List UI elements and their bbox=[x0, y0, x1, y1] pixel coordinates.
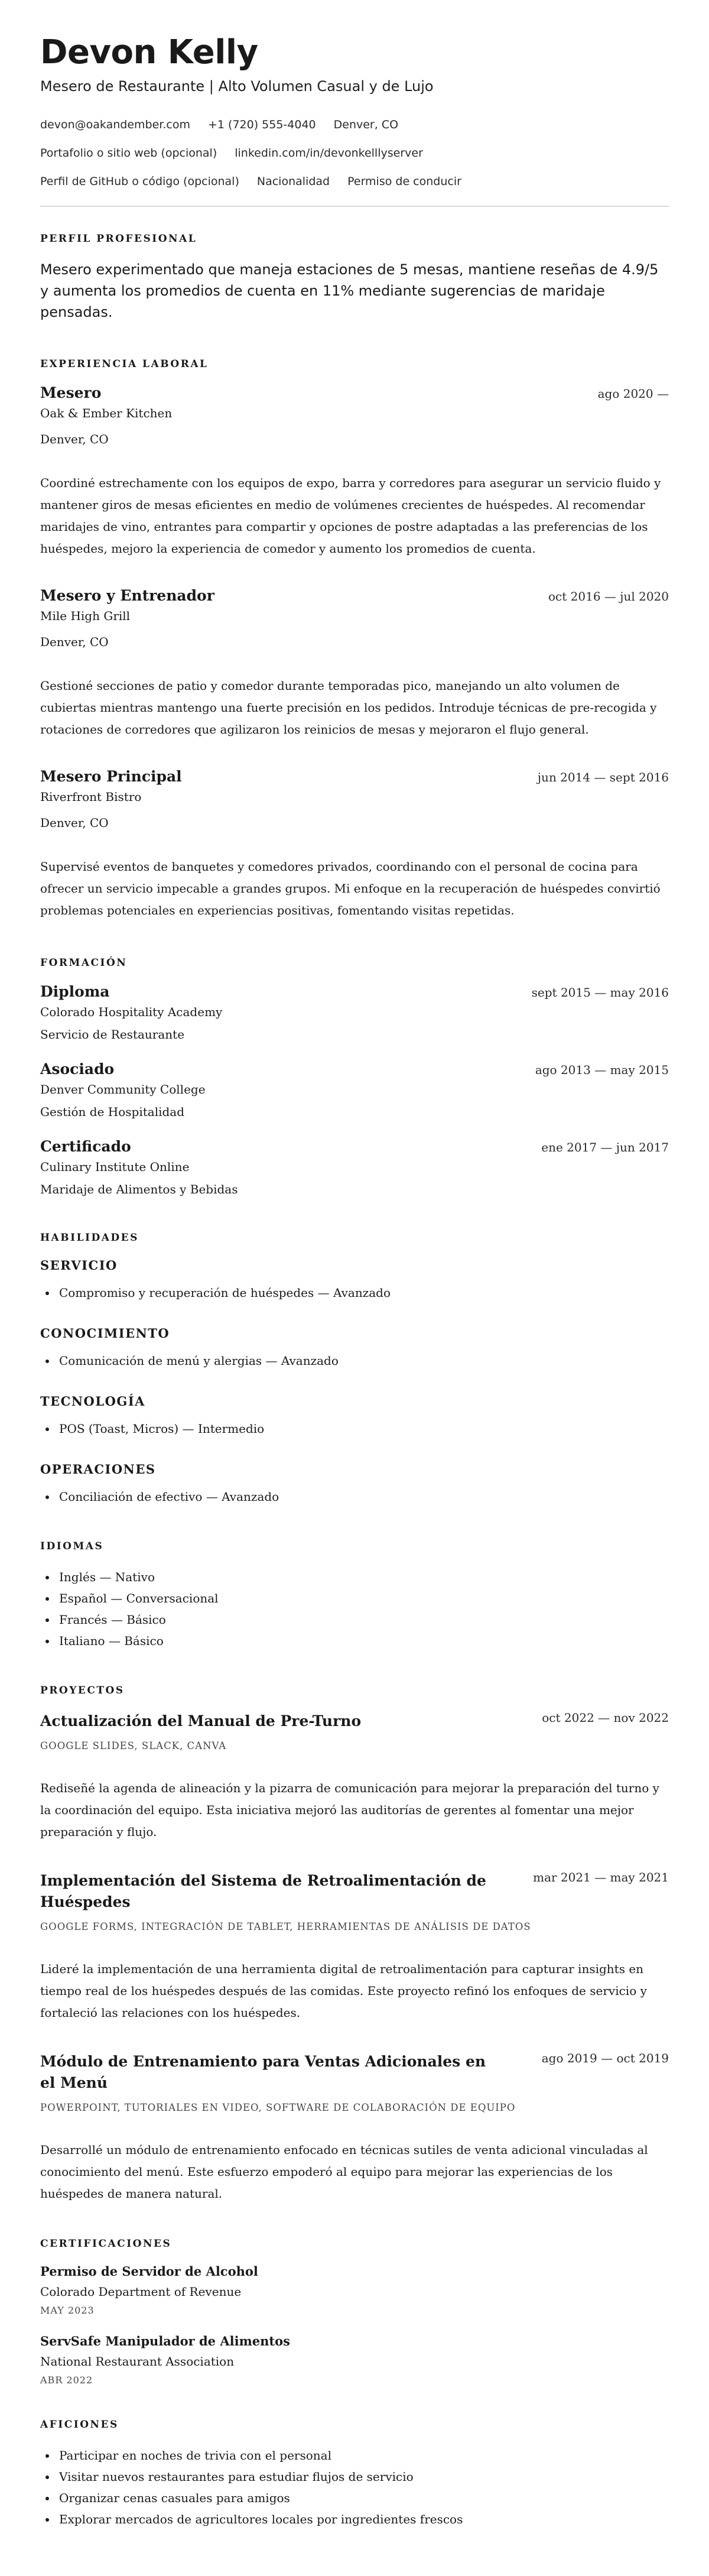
job-location: Denver, CO bbox=[40, 432, 109, 446]
skill-group-title: TECNOLOGÍA bbox=[40, 1393, 145, 1409]
certification-entry bbox=[40, 2334, 669, 2386]
project-description: Rediseñé la agenda de alineación y la pizarra de comunicación para mejorar la preparación del turno y la coordinación del equipo. Esta iniciativa mejoró las auditorías de gerentes al fomentar una mejor preparación y flujo. bbox=[40, 1780, 659, 1839]
header-divider bbox=[40, 206, 669, 207]
job-entry bbox=[40, 587, 669, 741]
education-date: ago 2013 — may 2015 bbox=[535, 1062, 669, 1077]
education-degree: Certificado bbox=[40, 1137, 131, 1155]
certification-issuer: Colorado Department of Revenue bbox=[40, 2284, 242, 2299]
job-description: Supervisé eventos de banquetes y comedores privados, coordinando con el personal de cocina para ofrecer un servicio impecable a grandes grupos. Mi enfoque en la recuperación de huéspedes convirtió problemas potenciales en experiencias positivas, fomentando visitas repetidas. bbox=[40, 859, 661, 917]
section-title-summary: PERFIL PROFESIONAL bbox=[40, 232, 197, 245]
project-date: mar 2021 — may 2021 bbox=[533, 1870, 669, 1884]
education-section bbox=[40, 957, 669, 1196]
job-date: jun 2014 — sept 2016 bbox=[537, 770, 669, 784]
certification-issuer: National Restaurant Association bbox=[40, 2354, 235, 2369]
job-company: Riverfront Bistro bbox=[40, 789, 142, 804]
skill-item: • POS (Toast, Micros) — Intermedio bbox=[57, 1418, 669, 1439]
section-title-education: FORMACIÓN bbox=[40, 956, 128, 969]
contact-row-3 bbox=[40, 175, 669, 188]
job-role: Mesero bbox=[40, 384, 102, 401]
certification-name: ServSafe Manipulador de Alimentos bbox=[40, 2333, 290, 2348]
resume-header bbox=[40, 34, 669, 188]
project-tech: GOOGLE SLIDES, SLACK, CANVA bbox=[40, 1740, 227, 1751]
hobbies-section bbox=[40, 2419, 669, 2530]
skill-group-title: SERVICIO bbox=[40, 1257, 118, 1273]
language-item: • Español — Conversacional bbox=[57, 1588, 669, 1609]
contact-linkedin[interactable]: linkedin.com/in/devonkelllyserver bbox=[235, 146, 423, 160]
section-title-projects: PROYECTOS bbox=[40, 1684, 125, 1696]
language-list bbox=[40, 1566, 669, 1652]
contact-nationality: Nacionalidad bbox=[256, 174, 330, 188]
project-date: oct 2022 — nov 2022 bbox=[542, 1710, 669, 1725]
education-field: Maridaje de Alimentos y Bebidas bbox=[40, 1182, 238, 1196]
project-entry bbox=[40, 1711, 669, 1843]
skill-item: • Conciliación de efectivo — Avanzado bbox=[57, 1486, 669, 1507]
section-title-languages: IDIOMAS bbox=[40, 1540, 104, 1552]
experience-section bbox=[40, 358, 669, 922]
contact-portfolio[interactable]: Portafolio o sitio web (opcional) bbox=[40, 146, 217, 160]
project-name: Implementación del Sistema de Retroalimentación de Huéspedes bbox=[40, 1871, 486, 1910]
hobby-list bbox=[40, 2445, 669, 2530]
skill-list bbox=[40, 1350, 669, 1371]
project-tech: POWERPOINT, TUTORIALES EN VIDEO, SOFTWARE DE COLABORACIÓN DE EQUIPO bbox=[40, 2101, 516, 2113]
section-title-skills: HABILIDADES bbox=[40, 1231, 139, 1244]
certifications-section bbox=[40, 2238, 669, 2386]
language-item: • Inglés — Nativo bbox=[57, 1566, 669, 1588]
education-entry bbox=[40, 983, 669, 1042]
job-company: Oak & Ember Kitchen bbox=[40, 405, 173, 420]
hobby-item: • Participar en noches de trivia con el personal bbox=[57, 2445, 669, 2466]
project-description: Lideré la implementación de una herramienta digital de retroalimentación para capturar insights en tiempo real de los huéspedes después de las comidas. Este proyecto refinó los enfoques de servicio y fortaleció las relaciones con los huéspedes. bbox=[40, 1961, 647, 2020]
job-entry bbox=[40, 768, 669, 922]
section-title-certifications: CERTIFICACIONES bbox=[40, 2237, 172, 2250]
hobby-item: • Organizar cenas casuales para amigos bbox=[57, 2487, 669, 2509]
contact-github[interactable]: Perfil de GitHub o código (opcional) bbox=[40, 174, 239, 188]
project-name: Actualización del Manual de Pre-Turno bbox=[40, 1712, 362, 1730]
skill-group-title: CONOCIMIENTO bbox=[40, 1325, 170, 1341]
skill-item: • Comunicación de menú y alergias — Avanzado bbox=[57, 1350, 669, 1371]
projects-section bbox=[40, 1685, 669, 2205]
education-school: Culinary Institute Online bbox=[40, 1159, 190, 1174]
certification-entry bbox=[40, 2264, 669, 2316]
education-field: Servicio de Restaurante bbox=[40, 1027, 185, 1042]
skill-list bbox=[40, 1282, 669, 1303]
project-name: Módulo de Entrenamiento para Ventas Adicionales en el Menú bbox=[40, 2052, 486, 2091]
education-entry bbox=[40, 1138, 669, 1196]
language-item: • Italiano — Básico bbox=[57, 1630, 669, 1652]
project-entry bbox=[40, 1870, 669, 2024]
education-school: Denver Community College bbox=[40, 1082, 206, 1096]
job-description: Gestioné secciones de patio y comedor durante temporadas pico, manejando un alto volumen de cubiertas mientras mantengo una fuerte precisión en los pedidos. Introduje técnicas de pre-recogida y rotaciones de corredores que agilizaron los reinicios de mesas y mejoraron el flujo general. bbox=[40, 678, 657, 737]
contact-driving-license: Permiso de conducir bbox=[347, 174, 461, 188]
project-date: ago 2019 — oct 2019 bbox=[541, 2051, 669, 2065]
skill-list bbox=[40, 1486, 669, 1507]
certification-name: Permiso de Servidor de Alcohol bbox=[40, 2263, 258, 2279]
hobby-item: • Visitar nuevos restaurantes para estudiar flujos de servicio bbox=[57, 2466, 669, 2487]
contact-row-2 bbox=[40, 147, 669, 160]
skill-item: • Compromiso y recuperación de huéspedes — Avanzado bbox=[57, 1282, 669, 1303]
education-date: sept 2015 — may 2016 bbox=[531, 985, 669, 1000]
project-description: Desarrollé un módulo de entrenamiento enfocado en técnicas sutiles de venta adicional vinculadas al conocimiento del menú. Este esfuerzo empoderó al equipo para mejorar las experiencias de los huéspedes de manera natural. bbox=[40, 2142, 648, 2201]
job-entry bbox=[40, 384, 669, 560]
section-title-experience: EXPERIENCIA LABORAL bbox=[40, 358, 209, 370]
project-entry bbox=[40, 2051, 669, 2205]
candidate-headline: Mesero de Restaurante | Alto Volumen Casual y de Lujo bbox=[40, 77, 434, 95]
job-date: ago 2020 — bbox=[597, 386, 669, 401]
education-entry bbox=[40, 1060, 669, 1119]
education-degree: Diploma bbox=[40, 982, 110, 1000]
contact-phone[interactable]: +1 (720) 555-4040 bbox=[207, 118, 316, 131]
contact-location: Denver, CO bbox=[333, 118, 399, 131]
certification-date: MAY 2023 bbox=[40, 2304, 95, 2316]
contact-row-1 bbox=[40, 118, 669, 131]
certification-date: ABR 2022 bbox=[40, 2374, 93, 2386]
languages-section bbox=[40, 1540, 669, 1652]
job-role: Mesero Principal bbox=[40, 767, 182, 785]
job-role: Mesero y Entrenador bbox=[40, 586, 214, 604]
education-school: Colorado Hospitality Academy bbox=[40, 1004, 223, 1019]
hobby-item: • Explorar mercados de agricultores locales por ingredientes frescos bbox=[57, 2509, 669, 2530]
job-location: Denver, CO bbox=[40, 815, 109, 830]
education-field: Gestión de Hospitalidad bbox=[40, 1104, 185, 1119]
skill-list bbox=[40, 1418, 669, 1439]
summary-section bbox=[40, 233, 669, 323]
education-degree: Asociado bbox=[40, 1060, 115, 1078]
skills-section bbox=[40, 1232, 669, 1507]
contact-email[interactable]: devon@oakandember.com bbox=[40, 118, 190, 131]
language-item: • Francés — Básico bbox=[57, 1609, 669, 1630]
education-date: ene 2017 — jun 2017 bbox=[541, 1140, 669, 1154]
summary-text: Mesero experimentado que maneja estaciones de 5 mesas, mantiene reseñas de 4.9/5 y aumenta los promedios de cuenta en 11% mediante sugerencias de maridaje pensadas. bbox=[40, 261, 659, 320]
job-description: Coordiné estrechamente con los equipos de expo, barra y corredores para asegurar un servicio fluido y mantener giros de mesas eficientes en medio de volúmenes crecientes de huéspedes. Al recomendar maridajes de vino, entrantes para compartir y opciones de postre adaptadas a las preferencias de los huéspedes, mejoro la experiencia de comedor y aumento los promedios de cuenta. bbox=[40, 475, 661, 556]
section-title-hobbies: AFICIONES bbox=[40, 2418, 119, 2431]
candidate-name: Devon Kelly bbox=[40, 33, 258, 72]
project-tech: GOOGLE FORMS, INTEGRACIÓN DE TABLET, HERRAMIENTAS DE ANÁLISIS DE DATOS bbox=[40, 1920, 531, 1932]
job-company: Mile High Grill bbox=[40, 608, 131, 623]
job-date: oct 2016 — jul 2020 bbox=[548, 589, 669, 604]
job-location: Denver, CO bbox=[40, 634, 109, 649]
skill-group-title: OPERACIONES bbox=[40, 1461, 156, 1477]
